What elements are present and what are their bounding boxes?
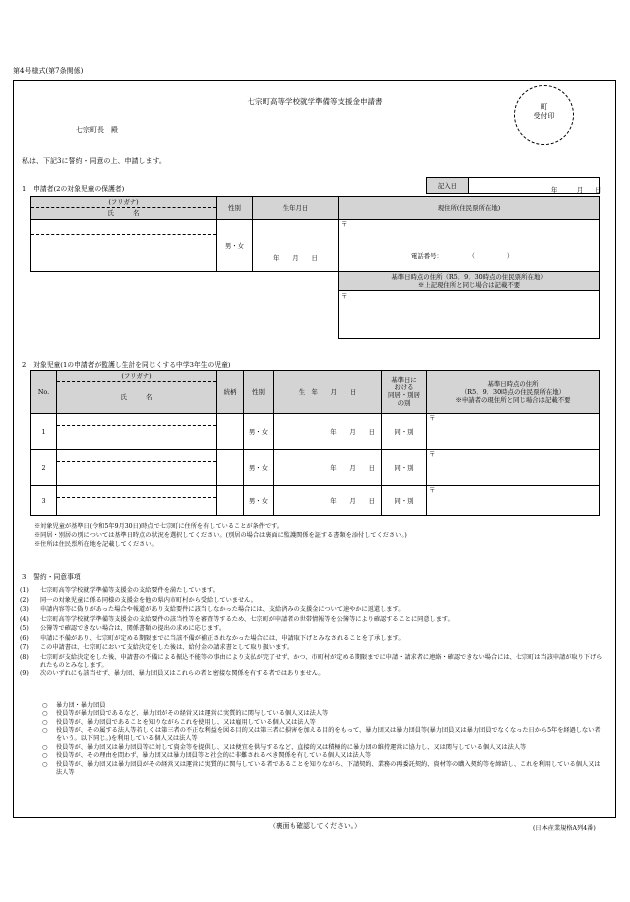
term-item [20, 587, 606, 597]
applicant-furigana-label: (フリガナ) [31, 197, 216, 208]
child-row-no: 2 [31, 450, 57, 486]
applicant-dob-header: 生年月日 [253, 197, 339, 220]
section3-heading: 3 誓約・同意事項 [22, 573, 81, 581]
table-row [31, 486, 600, 516]
applicant-phone[interactable]: 電話番号： （ ） [411, 252, 514, 260]
child-row-relation[interactable] [217, 450, 244, 486]
list-item-text: 役員等が、暴力団又は暴力団員等に対して資金等を提供し、又は便宜を供与するなど、直接的又は積極的に暴力団の維持運営に協力し、又は関与している個人又は法人等 [56, 743, 527, 751]
term-text: 申請内容等に偽りがあった場合や報道があり支給要件に該当しなかった場合には、支給済みの支援金について速やかに返還します。 [40, 606, 405, 613]
back-page-note: （裏面も確認してください。） [269, 822, 361, 830]
children-table [30, 370, 600, 516]
applicant-base-address-note: ※上記現住所と同じ場合は記載不要 [417, 281, 521, 289]
intro-text: 私は、下記3に誓約・同意の上、申請します。 [22, 157, 166, 165]
term-item [20, 670, 606, 680]
term-number: (7) [20, 644, 29, 651]
terms-list [20, 587, 606, 680]
child-row-name[interactable] [57, 414, 217, 450]
date-month: 月 [577, 185, 584, 194]
child-row-address[interactable]: 〒 [427, 486, 600, 516]
list-item [42, 710, 606, 718]
date-label: 記入日 [427, 178, 469, 194]
list-item-text: 役員等が、暴力団又は暴力団員がその経営又は運営に実質的に関与している者であることを知りながら、下請契約、業務の再委託契約、資材等の購入契約等を締結し、これを利用している個人又は法人等 [56, 760, 601, 776]
section2-note: ※同居・別居の別については基準日時点の状況を選択してください。(別居の場合は裏面に監護関係を証する書類を添付してください。) [34, 531, 407, 539]
term-item [20, 625, 606, 635]
term-text: 七宗町高等学校就学準備等支援金の支給要件の該当性等を審査等するため、七宗町が申請者の世帯情報等を公簿等により確認することに同意します。 [40, 615, 454, 623]
term-item [20, 606, 606, 616]
applicant-name-header [31, 197, 217, 220]
list-item [42, 719, 606, 727]
list-item [42, 761, 606, 778]
stamp-town: 町 [540, 103, 548, 111]
child-cohabit-header: 基準日に おける 同居・別居 の別 [382, 371, 427, 414]
child-base-address-title: 基準日時点の住所 [487, 380, 539, 388]
term-number: (5) [20, 625, 29, 632]
child-row-address[interactable]: 〒 [427, 414, 600, 450]
applicant-address-cell[interactable] [339, 220, 600, 272]
bullet-icon: ○ [42, 760, 48, 768]
date-field [426, 177, 600, 194]
child-no-header: No. [31, 371, 57, 414]
child-base-address-note: ※申請者の現住所と同じ場合は記載不要 [455, 396, 571, 404]
applicant-gender-header: 性別 [217, 197, 253, 220]
section1-heading: 1 申請者(2の対象児童の保護者) [22, 185, 125, 193]
child-furigana-label: (フリガナ) [57, 371, 216, 382]
term-number: (4) [20, 615, 29, 623]
form-title: 七宗町高等学校就学準備等支援金申請書 [247, 97, 383, 106]
child-gender-header: 性別 [244, 371, 274, 414]
child-row-no: 3 [31, 486, 57, 516]
section2-heading: 2 対象児童(1の申請者が監護し生計を同じくする中学3年生の児童) [22, 361, 231, 369]
addressee: 七宗町長 殿 [76, 126, 118, 134]
stamp-label: 受付印 [533, 111, 555, 120]
child-dob-header: 生 年 月 日 [274, 371, 382, 414]
bullet-icon: ○ [42, 752, 48, 760]
child-row-furigana[interactable] [57, 486, 216, 498]
applicant-name-cell[interactable] [31, 220, 217, 272]
term-number: (2) [20, 596, 29, 604]
child-row-dob[interactable]: 年 月 日 [274, 486, 382, 516]
child-row-relation[interactable] [217, 414, 244, 450]
child-row-cohabit[interactable]: 同・別 [382, 450, 427, 486]
applicant-address-header: 現住所(住民票所在地) [339, 197, 600, 220]
term-text: この申請書は、七宗町において支給決定をした後は、給付金の請求書として取り扱います。 [40, 644, 294, 651]
child-name-label: 氏 名 [120, 393, 153, 401]
term-number: (8) [20, 653, 29, 661]
child-row-furigana[interactable] [57, 450, 216, 462]
child-row-address[interactable]: 〒 [427, 450, 600, 486]
applicant-table [30, 196, 600, 339]
list-item-text: 役員等が、その属する法人等若しくは第三者の不正な利益を図る目的又は第三者に損害を加える目的をもって、暴力団又は暴力団員等(暴力団員又は暴力団員でなくなった日から5年を経過しない者をいう。以下同じ。)を利用している個人又は法人等 [56, 727, 601, 743]
bullet-icon: ○ [42, 743, 48, 751]
bullet-icon: ○ [42, 702, 48, 709]
bullet-icon: ○ [42, 727, 48, 735]
applicant-name-label: 氏 名 [107, 209, 140, 217]
applicant-base-postal-mark: 〒 [341, 292, 348, 300]
antisocial-forces-list [42, 702, 606, 777]
child-base-address-sub: （R5．9．30時点の住民票所在地） [460, 388, 566, 396]
applicant-furigana-input[interactable] [31, 220, 216, 235]
child-relation-header: 続柄 [217, 371, 244, 414]
table-row [31, 450, 600, 486]
section2-note: ※住所は住民票所在地を記載してください。 [34, 540, 158, 548]
child-row-dob[interactable]: 年 月 日 [274, 414, 382, 450]
term-item [20, 616, 606, 626]
child-row-dob[interactable]: 年 月 日 [274, 450, 382, 486]
term-number: (1) [20, 587, 29, 594]
child-row-gender[interactable]: 男・女 [244, 450, 274, 486]
applicant-gender-value[interactable]: 男・女 [217, 220, 253, 272]
applicant-dob-value[interactable]: 年 月 日 [253, 220, 339, 272]
term-item [20, 654, 606, 671]
list-item-text: 役員等が暴力団員であるなど、暴力団がその経営又は運営に実質的に関与している個人又は法人等 [56, 710, 329, 718]
list-item [42, 727, 606, 744]
applicant-blank-area [31, 272, 339, 339]
term-text: 七宗町が支給決定をした後、申請書の不備による振込不能等の事由により支払が完了せず、かつ、市町村が定める期限までに申請・請求者に連絡・確認できない場合には、七宗町は当該申請が取り下げられたものとみなします。 [40, 653, 603, 669]
form-number: 第4号様式(第7条関係) [13, 67, 84, 75]
child-name-header [57, 371, 217, 414]
term-item [20, 644, 606, 654]
date-day: 日 [595, 185, 602, 194]
list-item [42, 744, 606, 752]
child-base-address-header [427, 371, 600, 414]
applicant-base-address-title: 基準日時点の住所（R5．9．30時点の住民票所在地） [391, 273, 547, 281]
term-number: (6) [20, 634, 29, 642]
term-number: (9) [20, 670, 29, 678]
date-input[interactable] [469, 178, 600, 194]
reception-stamp-circle [514, 85, 574, 145]
table-row [31, 414, 600, 450]
section2-note: ※対象児童が基準日(令和5年9月30日)時点で七宗町に住所を有していることが条件です。 [34, 523, 284, 530]
applicant-base-address-cell[interactable] [339, 272, 600, 339]
list-item [42, 752, 606, 760]
child-row-gender[interactable]: 男・女 [244, 486, 274, 516]
list-item-text: 役員等が、その理由を問わず、暴力団又は暴力団員等と社会的に非難されるべき関係を有している個人又は法人等 [56, 752, 372, 760]
child-row-name[interactable] [57, 486, 217, 516]
list-item-text: 暴力団・暴力団員 [56, 702, 106, 709]
date-year: 年 [551, 185, 558, 194]
term-text: 七宗町高等学校就学準備等支援金の支給要件を満たしています。 [40, 587, 219, 594]
bullet-icon: ○ [42, 718, 48, 726]
child-row-cohabit[interactable]: 同・別 [382, 414, 427, 450]
term-text: 次のいずれにも該当せず、暴力団、暴力団員又はこれらの者と密接な関係を有する者ではありません。 [40, 670, 325, 678]
paper-size-note: (日本産業規格A列4番) [533, 825, 596, 832]
child-row-no: 1 [31, 414, 57, 450]
child-row-gender[interactable]: 男・女 [244, 414, 274, 450]
child-row-furigana[interactable] [57, 414, 216, 426]
bullet-icon: ○ [42, 710, 48, 718]
term-number: (3) [20, 606, 29, 613]
term-text: 公簿等で確認できない場合は、関係書類の提出の求めに応じます。 [40, 625, 226, 632]
child-row-name[interactable] [57, 450, 217, 486]
term-text: 申請に不備があり、七宗町が定める期限までに当該不備が補正されなかった場合には、申請取下げとみなされることを了承します。 [40, 634, 405, 642]
child-row-relation[interactable] [217, 486, 244, 516]
term-item [20, 635, 606, 645]
list-item-text: 役員等が、暴力団員であることを知りながらこれを使用し、又は雇用している個人又は法人等 [56, 718, 316, 726]
term-item [20, 597, 606, 607]
applicant-postal-mark: 〒 [341, 220, 348, 228]
applicant-base-address-header [339, 272, 599, 291]
term-text: 同一の対象児童に係る同様の支援金を他の県内市町村から受給していません。 [40, 596, 257, 604]
child-row-cohabit[interactable]: 同・別 [382, 486, 427, 516]
section2-notes [34, 523, 604, 550]
